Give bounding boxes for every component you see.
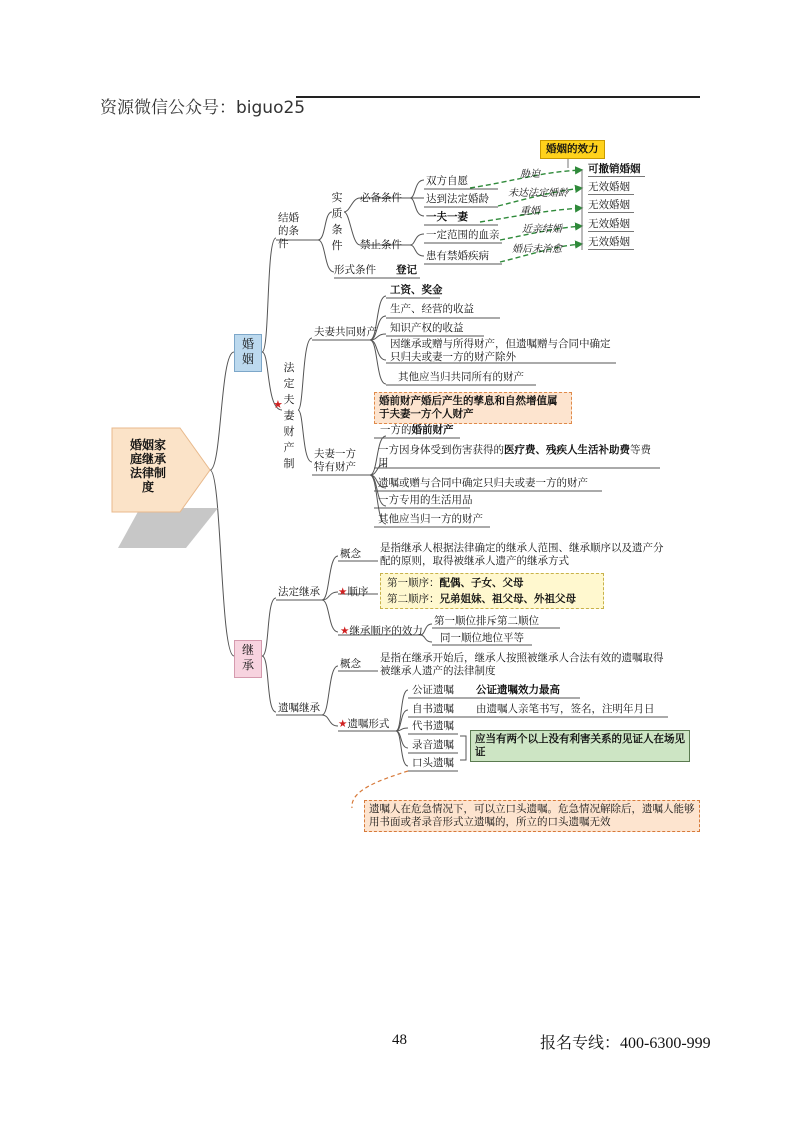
order-star-icon: ★ — [338, 586, 348, 598]
effect-result-void-1: 无效婚姻 — [588, 181, 634, 195]
will-forms-star-icon: ★ — [338, 718, 348, 730]
order-effect-label — [340, 625, 423, 638]
form-recorded: 录音遗嘱 — [412, 739, 454, 751]
common-item-other: 其他应当归共同所有的财产 — [398, 371, 524, 383]
order-effect-exclusion: 第一顺位排斥第二顺位 — [434, 615, 539, 627]
link-bigamy: 重婚 — [520, 206, 540, 217]
prohibited-conditions-label: 禁止条件 — [360, 239, 402, 251]
second-order — [387, 593, 576, 606]
order-box — [380, 573, 604, 609]
first-order-value: 配偶、子女、父母 — [439, 577, 524, 589]
common-item-business: 生产、经营的收益 — [390, 303, 474, 315]
header-account: 资源微信公众号：biguo25 — [100, 98, 306, 118]
first-order — [387, 577, 524, 590]
link-coercion: 胁迫 — [520, 169, 540, 180]
hotline-label: 报名专线： — [540, 1033, 621, 1052]
second-order-label: 第二顺序： — [387, 593, 440, 605]
separate-item-injury-bold: 医疗费、残疾人生活补助费 — [504, 444, 630, 456]
page-number: 48 — [392, 1032, 407, 1048]
testamentary-concept-text: 是指在继承开始后，继承人按照被继承人合法有效的遗嘱取得被继承人遗产的法律制度 — [380, 652, 664, 677]
required-item-monogamy: 一夫一妻 — [426, 211, 468, 223]
statutory-property-label: 法定夫妻财产制 — [283, 361, 295, 470]
marriage-label: 婚姻 — [241, 337, 254, 366]
form-oral: 口头遗嘱 — [412, 757, 454, 769]
link-kin-marriage: 近亲结婚 — [522, 224, 562, 235]
effect-result-revocable: 可撤销婚姻 — [588, 163, 645, 177]
link-uncured: 婚后未治愈 — [512, 244, 562, 255]
common-item-inheritance-gift: 因继承或赠与所得财产，但遗嘱赠与合同中确定只归夫或妻一方的财产除外 — [390, 338, 611, 363]
second-order-value: 兄弟姐妹、祖父母、外祖父母 — [439, 593, 576, 605]
holographic-note: 由遗嘱人亲笔书写，签名，注明年月日 — [476, 703, 655, 715]
will-forms-label — [338, 718, 389, 731]
marriage-effect-title: 婚姻的效力 — [540, 140, 605, 159]
separate-item-injury-prefix: 一方因身体受到伤害获得的 — [378, 444, 504, 456]
form-dictated: 代书遗嘱 — [412, 720, 454, 732]
will-forms-label-text: 遗嘱形式 — [347, 718, 390, 730]
statutory-concept-label: 概念 — [340, 548, 361, 560]
notarial-note: 公证遗嘱效力最高 — [476, 684, 560, 696]
required-item-consent: 双方自愿 — [426, 175, 468, 187]
prohibited-item-kin: 一定范围的血亲 — [426, 229, 500, 241]
required-conditions-label: 必备条件 — [360, 192, 402, 204]
testamentary-concept-label: 概念 — [340, 658, 361, 670]
formal-item-registration: 登记 — [396, 264, 417, 276]
form-notarial: 公证遗嘱 — [412, 684, 454, 696]
common-item-wages: 工资、奖金 — [390, 284, 443, 296]
inheritance-label: 继承 — [241, 643, 254, 672]
form-holographic: 自书遗嘱 — [412, 703, 454, 715]
link-underage: 未达法定婚龄 — [508, 188, 568, 199]
prohibited-item-disease: 患有禁婚疾病 — [426, 250, 489, 262]
separate-item-premarital — [380, 424, 454, 437]
separate-item-premarital-prefix: 一方的 — [380, 424, 412, 436]
effect-result-void-3: 无效婚姻 — [588, 218, 634, 232]
statutory-inheritance-label: 法定继承 — [278, 586, 320, 598]
marriage-node — [234, 334, 262, 372]
oral-will-note-text: 遗嘱人在危急情况下，可以立口头遗嘱。危急情况解除后，遗嘱人能够用书面或者录音形式立遗嘱的，所立的口头遗嘱无效 — [369, 803, 695, 828]
first-order-label: 第一顺序： — [387, 577, 440, 589]
oral-will-note — [364, 800, 700, 832]
root-node — [128, 438, 168, 494]
formal-conditions-label: 形式条件 — [334, 264, 376, 276]
order-effect-label-text: 继承顺序的效力 — [349, 625, 423, 637]
separate-item-injury — [378, 444, 660, 470]
substantive-conditions-label: 实质条件 — [331, 191, 343, 252]
separate-item-other: 其他应当归一方的财产 — [378, 513, 483, 525]
separate-item-premarital-bold: 婚前财产 — [411, 424, 454, 436]
premarital-fruits-note: 婚前财产婚后产生的孳息和自然增值属于夫妻一方个人财产 — [374, 392, 572, 424]
separate-item-will-gift: 遗嘱或赠与合同中确定只归夫或妻一方的财产 — [378, 477, 588, 489]
marriage-conditions-label: 结婚的条件 — [278, 212, 299, 250]
property-star-icon: ★ — [273, 398, 283, 411]
root-label: 婚姻家庭继承法律制度 — [129, 438, 166, 494]
inheritance-node — [234, 640, 262, 678]
required-item-age: 达到法定婚龄 — [426, 193, 489, 205]
separate-item-injury-suffix: 等费用 — [378, 444, 651, 469]
statutory-concept-text: 是指继承人根据法律确定的继承人范围、继承顺序以及遗产分配的原则，取得被继承人遗产的继承方式 — [380, 542, 664, 567]
common-property-label: 夫妻共同财产 — [314, 326, 377, 338]
common-item-ip: 知识产权的收益 — [390, 322, 464, 334]
effect-result-void-2: 无效婚姻 — [588, 199, 634, 213]
order-label-text: 顺序 — [347, 586, 369, 598]
hotline-number: 400-6300-999 — [620, 1035, 711, 1052]
separate-item-personal-use: 一方专用的生活用品 — [378, 494, 473, 506]
order-effect-equality: 同一顺位地位平等 — [440, 632, 524, 644]
effect-result-void-4: 无效婚姻 — [588, 236, 634, 250]
separate-property-label: 夫妻一方特有财产 — [314, 448, 356, 473]
order-effect-star-icon: ★ — [340, 625, 350, 637]
order-label — [338, 586, 368, 599]
testamentary-inheritance-label: 遗嘱继承 — [278, 702, 320, 714]
witness-note: 应当有两个以上没有利害关系的见证人在场见证 — [470, 730, 690, 762]
